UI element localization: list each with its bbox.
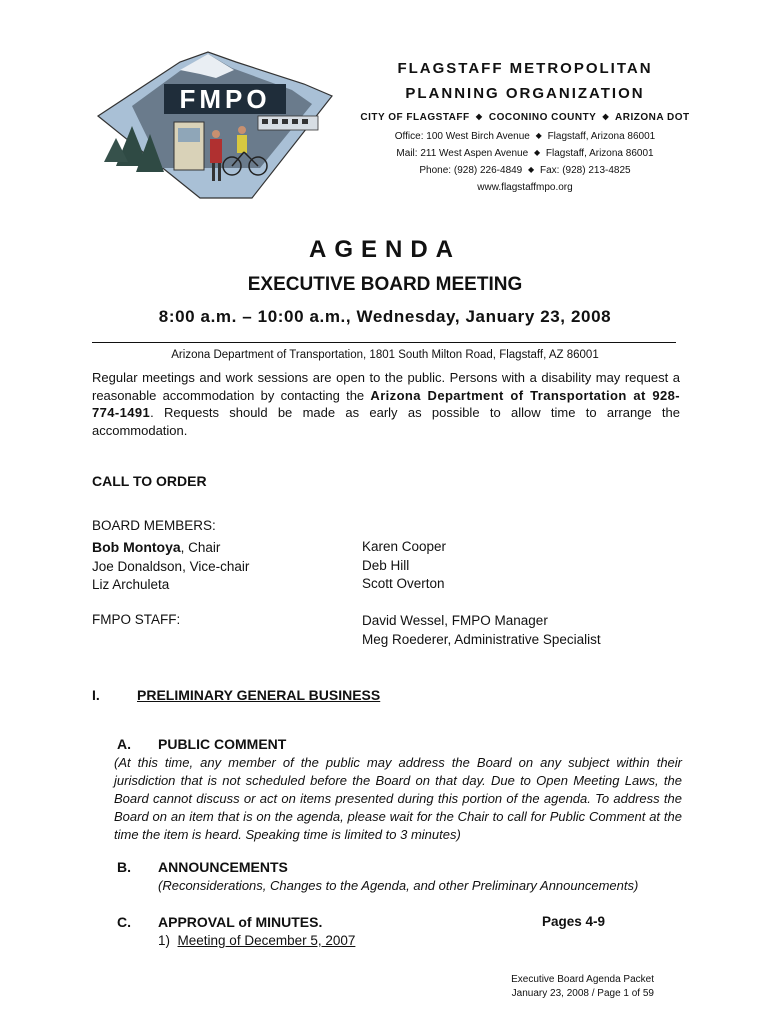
- fmpo-logo: [92, 48, 358, 208]
- item-description-announcements: (Reconsiderations, Changes to the Agenda, and other Preliminary Announcements): [158, 878, 639, 893]
- phone-number: Phone: (928) 226-4849: [419, 165, 523, 176]
- item-description-public-comment: (At this time, any member of the public may address the Board on any subject within their jurisdiction that is not scheduled before the Board on that day. Due to Open Meeting Laws, the Board cannot discuss or act on items presented during this portion of the agenda. To address the Board on an item that is on the agenda, please wait for the Chair to call for Public Comment at the time the item is heard. Speaking time is limited to 3 minutes): [114, 755, 682, 842]
- item-letter: C.: [117, 914, 131, 930]
- minutes-subitem: [158, 933, 355, 948]
- org-name-line1: FLAGSTAFF METROPOLITAN: [397, 60, 653, 77]
- office-address: [360, 131, 690, 142]
- agenda-heading: AGENDA: [308, 236, 461, 263]
- item-title-public-comment: PUBLIC COMMENT: [158, 736, 287, 752]
- board-member: Scott Overton: [362, 576, 445, 591]
- subitem-number: 1): [158, 933, 171, 948]
- chair-role: , Chair: [180, 540, 221, 555]
- agencies-line: [358, 112, 692, 123]
- notice-text-end: . Requests should be made as early as possible to allow time to arrange the accommodation.: [92, 405, 680, 438]
- item-pages: Pages 4-9: [542, 914, 606, 929]
- office-city: Flagstaff, Arizona 86001: [547, 131, 656, 142]
- board-members-right: [362, 538, 446, 594]
- diamond-icon: ◆: [602, 112, 610, 121]
- footer-page-number: January 23, 2008 / Page 1 of 59: [511, 988, 654, 999]
- board-member: Liz Archuleta: [92, 577, 170, 592]
- meeting-title: EXECUTIVE BOARD MEETING: [247, 274, 523, 295]
- notice-contact: Arizona Department of Transportation at 928-774-1491: [92, 387, 681, 420]
- notice-text-start: Regular meetings and work sessions are open to the public. Persons with a disability may request a reasonable accommodation by contacting the: [92, 370, 680, 403]
- org-name-line2: PLANNING ORGANIZATION: [405, 85, 645, 102]
- diamond-icon: ◆: [475, 112, 483, 121]
- call-to-order-heading: CALL TO ORDER: [92, 473, 207, 489]
- fax-number: Fax: (928) 213-4825: [539, 165, 631, 176]
- logo-text: FMPO: [179, 84, 271, 114]
- meeting-time: 8:00 a.m. – 10:00 a.m., Wednesday, January 23, 2008: [158, 307, 612, 326]
- section-number: I.: [92, 687, 100, 703]
- item-letter: A.: [117, 736, 131, 752]
- footer-title: Executive Board Agenda Packet: [511, 974, 654, 985]
- item-title-minutes: APPROVAL of MINUTES.: [158, 914, 323, 930]
- website-link[interactable]: www.flagstaffmpo.org: [477, 182, 573, 193]
- chair-name: Bob Montoya: [92, 539, 181, 555]
- board-members-label: BOARD MEMBERS:: [92, 518, 216, 533]
- staff-member: David Wessel, FMPO Manager: [362, 613, 548, 628]
- board-chair: [92, 538, 249, 558]
- page-footer: [470, 973, 654, 1001]
- staff-member: Meg Roederer, Administrative Specialist: [362, 631, 601, 647]
- mail-street: Mail: 211 West Aspen Avenue: [396, 148, 529, 159]
- minutes-link[interactable]: Meeting of December 5, 2007: [177, 933, 356, 948]
- meeting-location: Arizona Department of Transportation, 1801 South Milton Road, Flagstaff, AZ 86001: [171, 349, 599, 361]
- agency-adot: ARIZONA DOT: [615, 112, 690, 123]
- office-street: Office: 100 West Birch Avenue: [394, 131, 530, 142]
- mail-city: Flagstaff, Arizona 86001: [545, 148, 654, 159]
- board-member: Karen Cooper: [362, 539, 447, 554]
- board-member: Deb Hill: [362, 557, 410, 573]
- staff-members: [362, 612, 601, 649]
- diamond-icon: ◆: [533, 148, 541, 157]
- agency-city: CITY OF FLAGSTAFF: [360, 112, 470, 123]
- item-title-announcements: ANNOUNCEMENTS: [158, 859, 288, 875]
- diamond-icon: ◆: [528, 165, 535, 174]
- item-letter: B.: [117, 859, 131, 875]
- staff-label: FMPO STAFF:: [92, 612, 181, 627]
- phone-fax: [360, 165, 690, 176]
- accessibility-notice: [92, 369, 680, 439]
- divider-rule: [92, 342, 676, 343]
- board-members-left: [92, 538, 249, 595]
- agency-county: COCONINO COUNTY: [488, 112, 597, 123]
- mail-address: [360, 148, 690, 159]
- section-title: PRELIMINARY GENERAL BUSINESS: [137, 687, 381, 703]
- diamond-icon: ◆: [535, 131, 542, 140]
- board-member: Joe Donaldson, Vice-chair: [92, 558, 250, 574]
